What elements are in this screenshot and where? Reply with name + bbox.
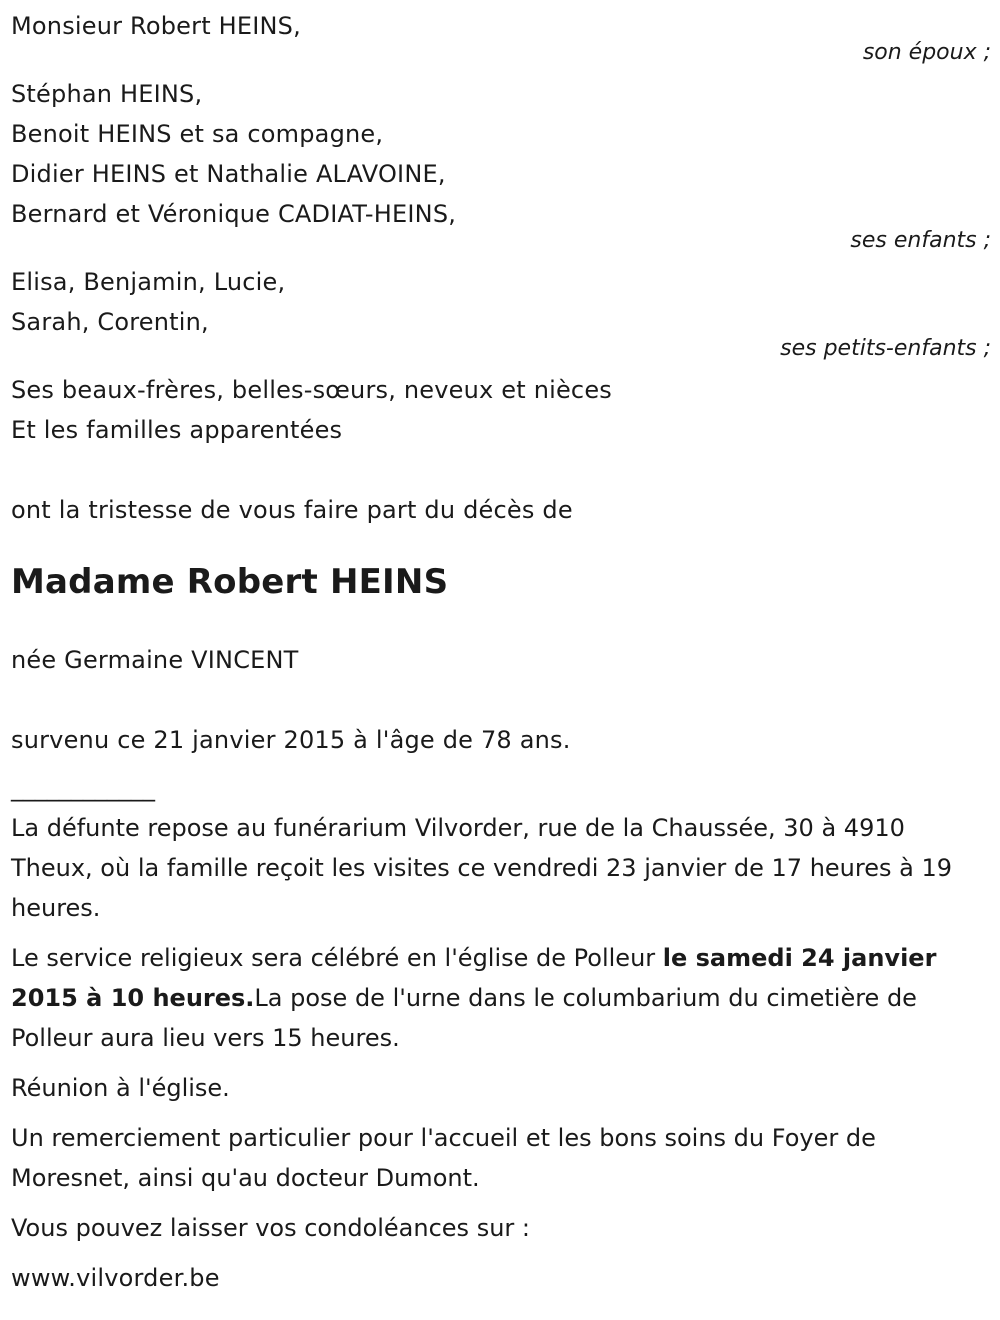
meeting-paragraph: Réunion à l'église. — [11, 1074, 230, 1102]
service-paragraph — [11, 938, 986, 1058]
service-text: Le service religieux sera célébré en l'église de Polleur — [11, 944, 663, 972]
funerarium-paragraph: La défunte repose au funérarium Vilvorder, rue de la Chaussée, 30 à 4910 Theux, où la famille reçoit les visites ce vendredi 23 janvier de 17 heures à 19 heures. — [11, 814, 953, 922]
relatives-list — [11, 370, 991, 450]
thanks-paragraph: Un remerciement particulier pour l'accueil et les bons soins du Foyer de Moresnet, ainsi qu'au docteur Dumont. — [11, 1124, 876, 1192]
relatives-line: Et les familles apparentées — [11, 416, 343, 444]
spouse-role: son époux ; — [862, 40, 991, 65]
relatives-line: Ses beaux-frères, belles-sœurs, neveux et nièces — [11, 376, 612, 404]
child-name: Benoit HEINS et sa compagne, — [11, 120, 384, 148]
grandchild-names: Sarah, Corentin, — [11, 308, 209, 336]
obituary-notice — [11, 6, 991, 1298]
grandchild-names: Elisa, Benjamin, Lucie, — [11, 268, 286, 296]
spouse-name: Monsieur Robert HEINS, — [11, 12, 301, 40]
condolences-text: Vous pouvez laisser vos condoléances sur : — [11, 1214, 530, 1242]
separator-line: ____________ — [11, 774, 155, 802]
death-info: survenu ce 21 janvier 2015 à l'âge de 78 ans. — [11, 726, 571, 754]
child-name: Bernard et Véronique CADIAT-HEINS, — [11, 200, 457, 228]
urn-text: La pose de l'urne dans le columbarium du cimetière de Polleur aura lieu vers 15 heures. — [11, 984, 917, 1052]
service-date: le samedi 24 janvier 2015 à 10 heures. — [11, 944, 937, 1012]
grandchildren-role: ses petits-enfants ; — [780, 336, 991, 361]
children-list — [11, 74, 991, 234]
deceased-name: Madame Robert HEINS — [11, 562, 449, 602]
child-name: Stéphan HEINS, — [11, 80, 203, 108]
children-role: ses enfants ; — [850, 228, 991, 253]
grandchildren-list — [11, 262, 991, 342]
maiden-name: née Germaine VINCENT — [11, 646, 299, 674]
website-link[interactable]: www.vilvorder.be — [11, 1264, 220, 1292]
announcement-text: ont la tristesse de vous faire part du décès de — [11, 496, 573, 524]
child-name: Didier HEINS et Nathalie ALAVOINE, — [11, 160, 446, 188]
